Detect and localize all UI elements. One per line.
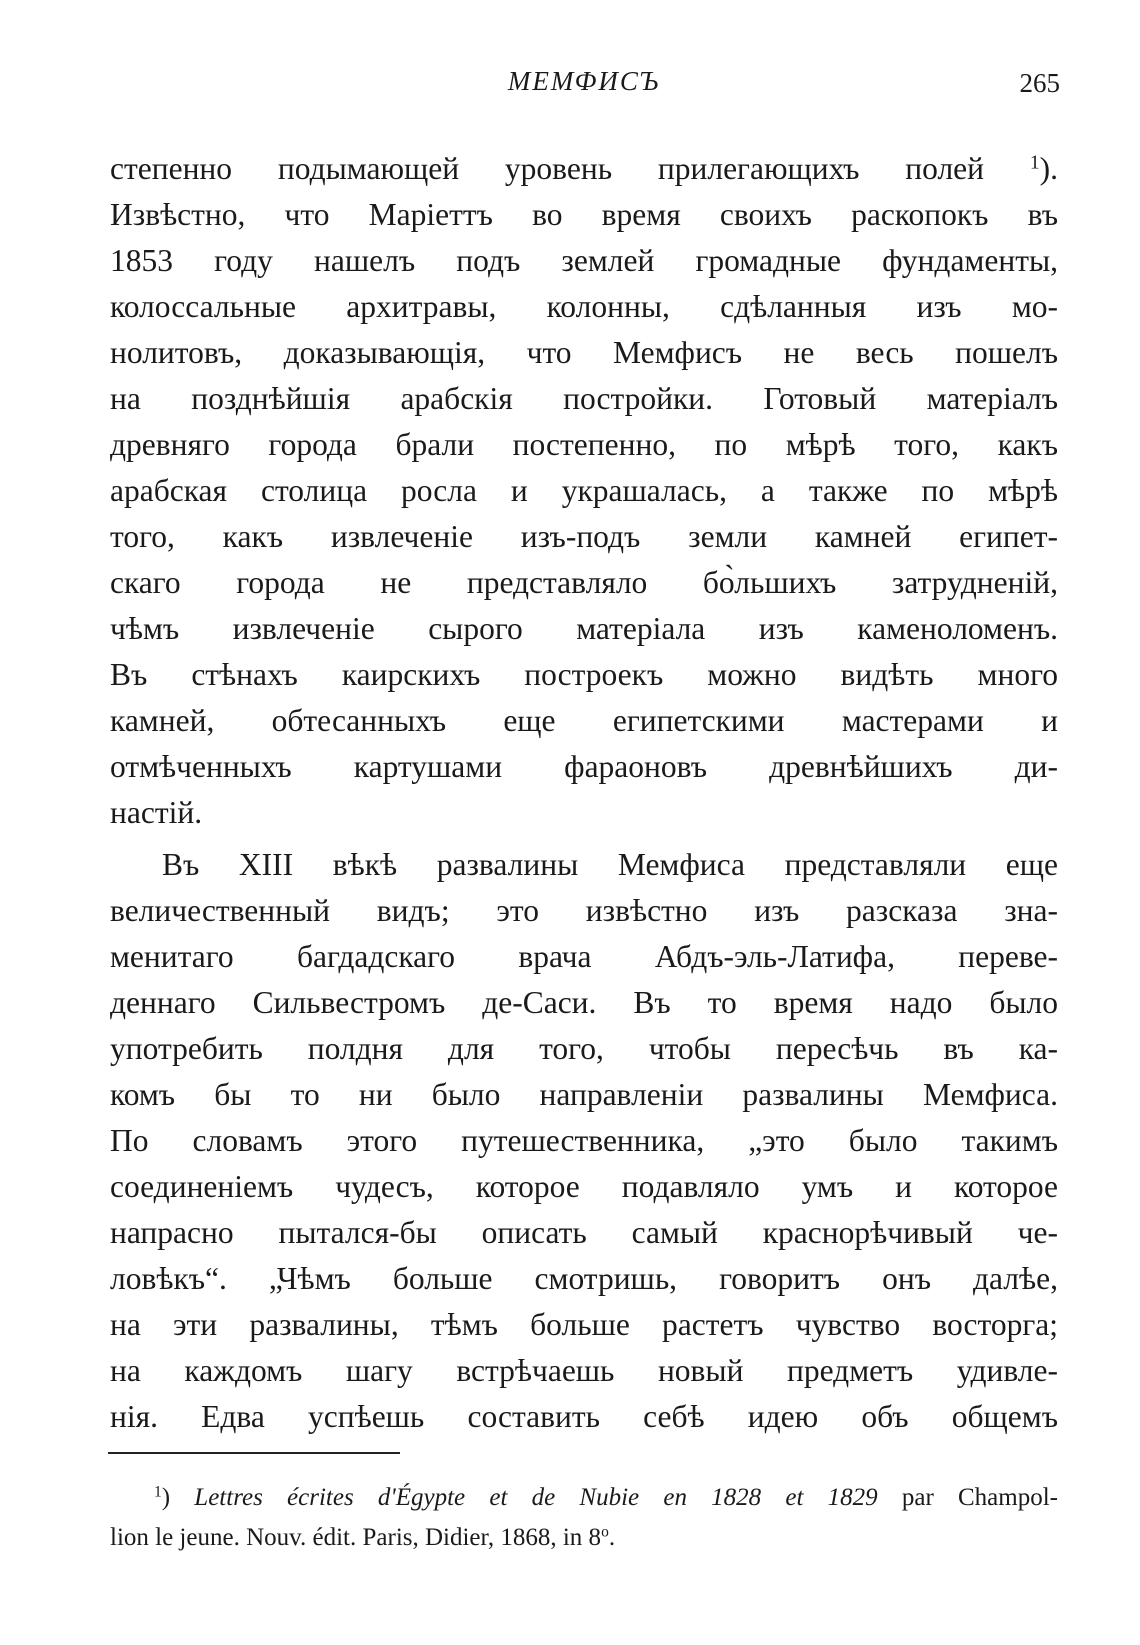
text-line: Въ XIII вѣкѣ развалины Мемфиса представляли еще — [162, 847, 1058, 882]
footnote-line: lion le jeune. Nouv. édit. Paris, Didier, 1868, in 8$^o$. — [110, 1523, 616, 1551]
footnotes — [110, 1478, 1058, 1558]
text-line: древняго города брали постепенно, по мѣрѣ того, какъ — [110, 427, 1058, 462]
text-line: 1853 году нашелъ подъ землей громадные фундаменты, — [110, 243, 1058, 278]
page-number: 265 — [1019, 68, 1060, 98]
text-line: колоссальные архитравы, колонны, сдѣланныя изъ мо- — [110, 289, 1058, 324]
text-line: Извѣстно, что Маріеттъ во время своихъ раскопокъ въ — [110, 197, 1058, 232]
text-line: на эти развалины, тѣмъ больше растетъ чувство восторга; — [110, 1307, 1058, 1342]
footnote-mark: 1 — [154, 1483, 162, 1501]
text-line: деннаго Сильвестромъ де-Саси. Въ то время надо было — [110, 985, 1058, 1020]
text-line: на позднѣйшія арабскія постройки. Готовый матеріалъ — [110, 381, 1058, 416]
text-line: арабская столица росла и украшалась, а также по мѣрѣ — [110, 473, 1058, 508]
body-text — [110, 146, 1058, 1440]
text-line: чѣмъ извлеченіе сырого матеріала изъ каменоломенъ. — [110, 611, 1058, 646]
text-line: ловѣкъ“. „Чѣмъ больше смотришь, говоритъ онъ далѣе, — [110, 1261, 1058, 1296]
paragraph-2 — [110, 842, 1058, 1440]
text-line: того, какъ извлеченіе изъ-подъ земли камней египет- — [110, 519, 1058, 554]
text-line: настій. — [110, 795, 203, 830]
page-header — [108, 60, 1060, 110]
footnote-divider — [108, 1452, 400, 1454]
footnote-reference: 1 — [1029, 152, 1040, 174]
paragraph-1 — [110, 146, 1058, 836]
running-title: МЕМФИСЪ — [507, 66, 661, 96]
footnote-line: $^1$) Lettres écrites d'Égypte et de Nubie en 1828 et 1829 par Champol- — [154, 1483, 1059, 1511]
text-line: напрасно пытался-бы описать самый краснорѣчивый че- — [110, 1215, 1058, 1250]
text-line: соединеніемъ чудесъ, которое подавляло умъ и которое — [110, 1169, 1058, 1204]
text-line: отмѣченныхъ картушами фараоновъ древнѣйшихъ ди- — [110, 749, 1058, 784]
text-line: употребить полдня для того, чтобы пересѣчь въ ка- — [110, 1031, 1058, 1066]
text-line: степенно подымающей уровень прилегающихъ полей $^1$). — [110, 151, 1059, 186]
text-line: Въ стѣнахъ каирскихъ построекъ можно видѣть много — [110, 657, 1058, 692]
text-line: комъ бы то ни было направленіи развалины Мемфиса. — [110, 1077, 1058, 1112]
text-line: нолитовъ, доказывающія, что Мемфисъ не весь пошелъ — [110, 335, 1058, 370]
text-line: По словамъ этого путешественника, „это было такимъ — [110, 1123, 1058, 1158]
footnote-title: Lettres écrites d'Égypte et de Nubie en 1828 et 1829 — [194, 1484, 878, 1511]
text-line: на каждомъ шагу встрѣчаешь новый предметъ удивле- — [110, 1353, 1058, 1388]
text-line: нія. Едва успѣешь составить себѣ идею объ общемъ — [110, 1399, 1058, 1434]
text-line: менитаго багдадскаго врача Абдъ-эль-Латифа, переве- — [110, 939, 1058, 974]
text-line: величественный видъ; это извѣстно изъ разсказа зна- — [110, 893, 1058, 928]
text-line: камней, обтесанныхъ еще египетскими мастерами и — [110, 703, 1058, 738]
text-line: скаго города не представляло бо̀льшихъ затрудненій, — [110, 565, 1058, 600]
